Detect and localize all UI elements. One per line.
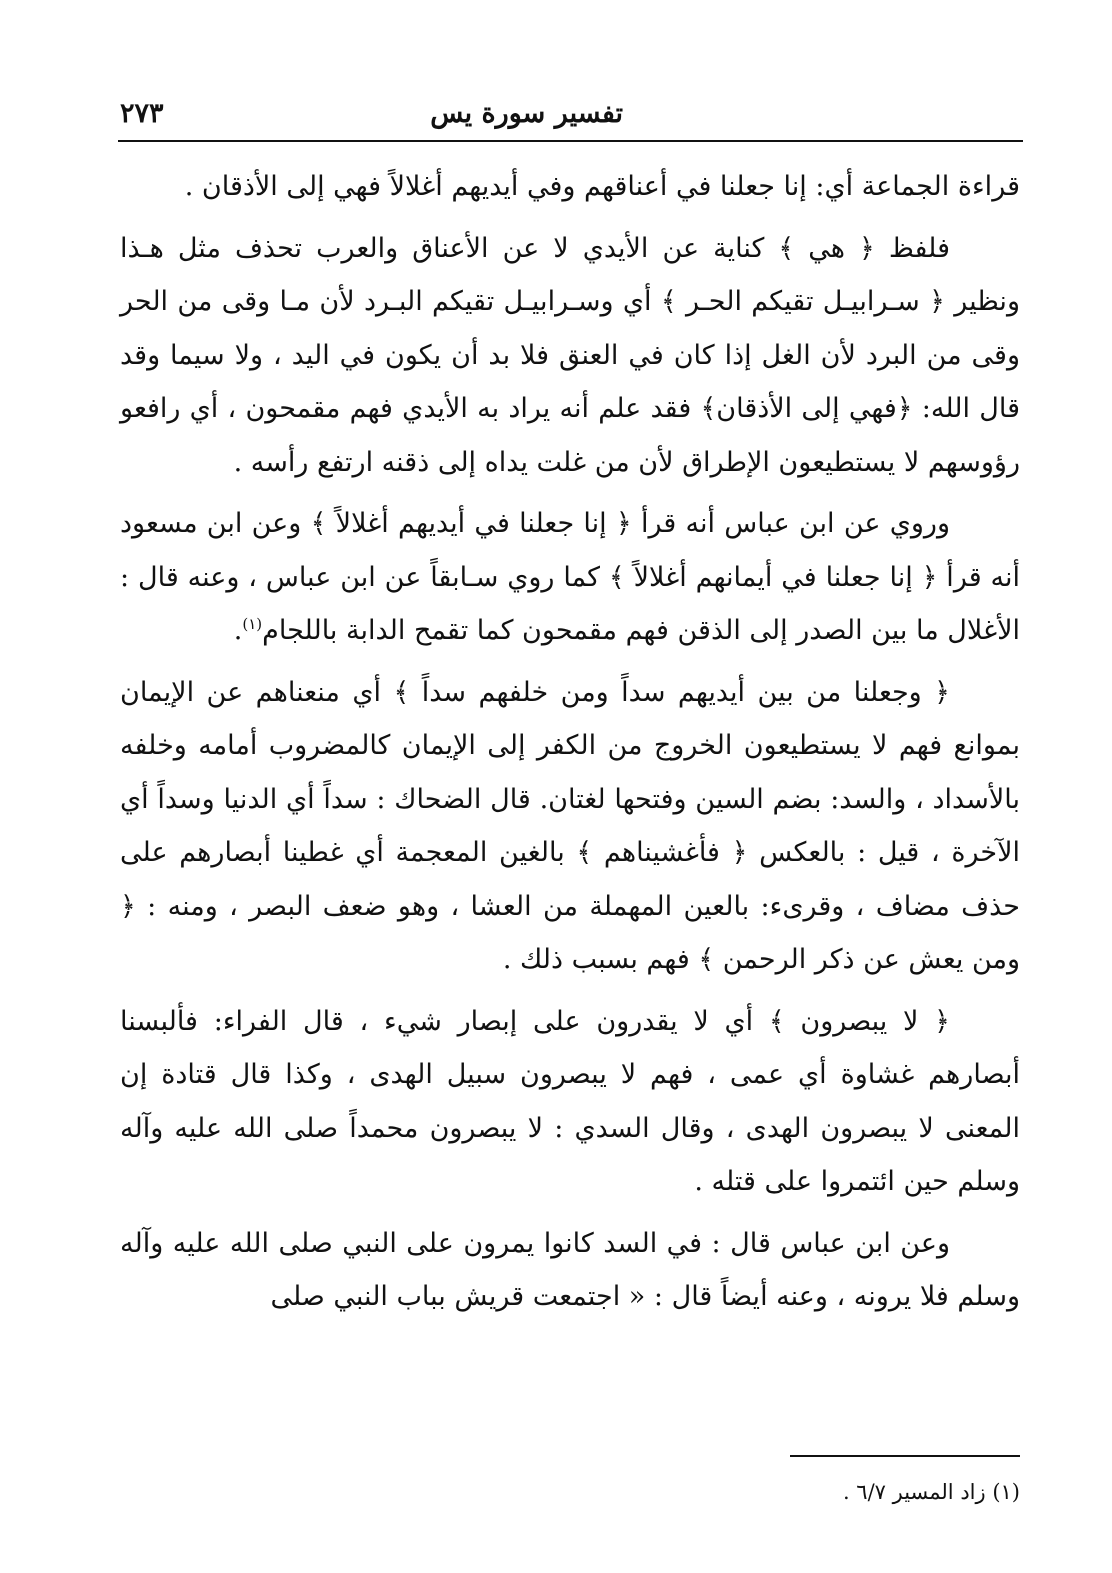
footnote-reference: (١) (242, 615, 263, 633)
header-divider (118, 140, 1023, 142)
main-text (120, 160, 1020, 1332)
page-title: تفسير سورة يس (430, 98, 623, 129)
paragraph-5: ﴿ لا يبصرون ﴾ أي لا يقدرون على إبصار شيء ، قال الفراء: فألبسنا أبصارهم غشاوة أي عمى ، فهم لا يبصرون سبيل الهدى ، وكذا قال قتادة إن المعنى لا يبصرون الهدى ، وقال السدي : لا يبصرون محمداً صلى الله عليه وآله وسلم حين ائتمروا على قتله . (120, 1005, 1020, 1197)
page-number: ٢٧٣ (120, 98, 164, 129)
footnote: (١) زاد المسير ٦/٧ . (842, 1480, 1020, 1504)
paragraph-6: وعن ابن عباس قال : في السد كانوا يمرون على النبي صلى الله عليه وآله وسلم فلا يرونه ، وعنه أيضاً قال : « اجتمعت قريش بباب النبي صلى (120, 1227, 1020, 1312)
paragraph-3-text: وروي عن ابن عباس أنه قرأ ﴿ إنا جعلنا في أيديهم أغلالاً ﴾ وعن ابن مسعود أنه قرأ ﴿ إنا جعلنا في أيمانهم أغلالاً ﴾ كما روي سـابقاً عن ابن عباس ، وعنه قال : الأغلال ما بين الصدر إلى الذقن فهم مقمحون كما تقمح الدابة باللجام (120, 508, 1020, 646)
paragraph-3 (120, 497, 1020, 658)
paragraph-2: فلفظ ﴿ هي ﴾ كناية عن الأيدي لا عن الأعناق والعرب تحذف مثل هـذا ونظير ﴿ سـرابيـل تقيكم الحـر ﴾ أي وسـرابيـل تقيكم البـرد لأن مـا وقى من الحر وقى من البرد لأن الغل إذا كان في العنق فلا بد أن يكون في اليد ، ولا سيما وقد قال الله: ﴿فهي إلى الأذقان﴾ فقد علم أنه يراد به الأيدي فهم مقمحون ، أي رافعو رؤوسهم لا يستطيعون الإطراق لأن من غلت يداه إلى ذقنه ارتفع رأسه . (120, 232, 1020, 478)
page-header (118, 96, 1023, 140)
paragraph-3-end: . (233, 615, 243, 646)
paragraph-4: ﴿ وجعلنا من بين أيديهم سداً ومن خلفهم سداً ﴾ أي منعناهم عن الإيمان بموانع فهم لا يستطيعون الخروج من الكفر إلى الإيمان كالمضروب أمامه وخلفه بالأسداد ، والسد: بضم السين وفتحها لغتان. قال الضحاك : سداً أي الدنيا وسداً أي الآخرة ، قيل : بالعكس ﴿ فأغشيناهم ﴾ بالغين المعجمة أي غطينا أبصارهم على حذف مضاف ، وقرىء: بالعين المهملة من العشا ، وهو ضعف البصر ، ومنه : ﴿ ومن يعش عن ذكر الرحمن ﴾ فهم بسبب ذلك . (120, 676, 1020, 975)
footnote-divider (790, 1455, 1020, 1457)
paragraph-1: قراءة الجماعة أي: إنا جعلنا في أعناقهم وفي أيديهم أغلالاً فهي إلى الأذقان . (184, 171, 1020, 202)
